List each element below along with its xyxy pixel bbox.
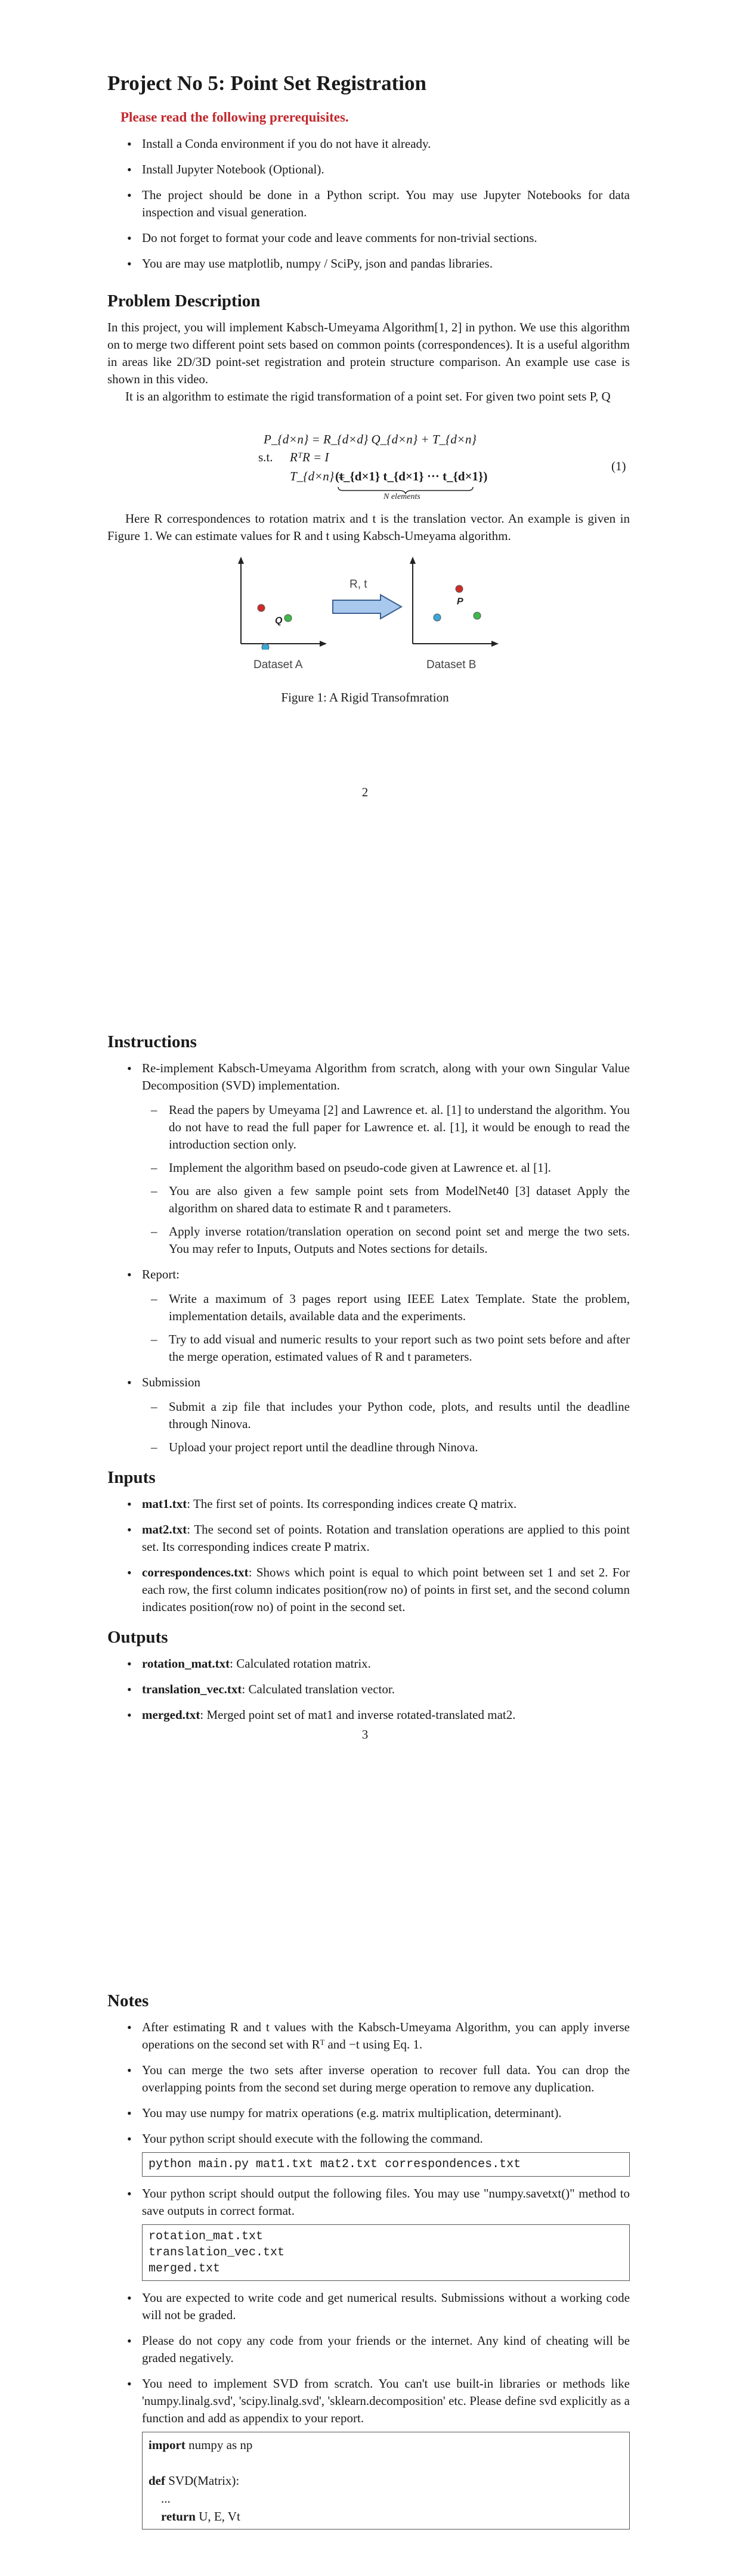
notes-heading: Notes	[107, 1991, 149, 2010]
list-item	[107, 1374, 630, 1456]
axis-a-x-arrow	[320, 641, 327, 647]
code-keyword: def	[149, 2473, 165, 2488]
instr-main-text: Re-implement Kabsch-Umeyama Algorithm from scratch, along with your own Singular Value Decomposition (SVD) implementation.	[142, 1061, 630, 1093]
problem-paragraph-3: Here R correspondences to rotation matrix and t is the translation vector. An example is given in Figure 1. We can estimate values for R and t using Kabsch-Umeyama algorithm.	[107, 511, 630, 543]
list-item	[107, 2375, 630, 2530]
axis-b-x-arrow	[491, 641, 499, 647]
input-desc: : The second set of points. Rotation and translation operations are applied to this point set. Its corresponding indices create P matrix.	[142, 1522, 630, 1554]
figure-graphic	[233, 554, 507, 650]
outputs-list	[107, 1655, 630, 1724]
note-text: Your python script should output the following files. You may use "numpy.savetxt()" method to save outputs in correct format.	[142, 2186, 630, 2218]
list-item: – You are also given a few sample point sets from ModelNet40 [3] dataset Apply the algorithm on shared data to estimate R and t parameters.	[142, 1183, 630, 1217]
equation-line-3-rhs: (t_{d×1} t_{d×1} ··· t_{d×1})	[335, 469, 488, 483]
report-sub-list	[142, 1290, 630, 1365]
page-number: 3	[361, 1727, 369, 1742]
page-3	[0, 1717, 730, 2576]
point-blue-b	[434, 614, 441, 621]
prereq-list	[107, 135, 630, 272]
output-desc: : Merged point set of mat1 and inverse rotated-translated mat2.	[200, 1708, 516, 1722]
list-item	[107, 1060, 630, 1258]
axis-a-y-arrow	[238, 557, 244, 564]
list-item	[107, 1564, 630, 1616]
problem-paragraph-2: It is an algorithm to estimate the rigid transformation of a point set. For given two point sets P, Q	[125, 389, 611, 404]
caption-dataset-b: Dataset B	[426, 659, 477, 671]
axis-b-y-arrow	[410, 557, 416, 564]
instructions-heading: Instructions	[107, 1032, 197, 1051]
list-item	[107, 2130, 630, 2177]
input-filename: mat1.txt	[142, 1497, 187, 1511]
code-text: ...	[149, 2491, 171, 2506]
note-text: You need to implement SVD from scratch. You can't use built-in libraries or methods like 'numpy.linalg.svd', 'scipy.linalg.svd', 'sklearn.decomposition' etc. Please define svd explicitly as a function and add as appendix to your report.	[142, 2376, 630, 2425]
list-item: – Try to add visual and numeric results to your report such as two point sets before and after the merge operation, estimated values of R and t parameters.	[142, 1331, 630, 1365]
list-item: • Install a Conda environment if you do not have it already.	[107, 135, 630, 153]
list-item: • After estimating R and t values with the Kabsch-Umeyama Algorithm, you can apply inverse operations on the second set with Rᵀ and −t using Eq. 1.	[107, 2019, 630, 2053]
instructions-list	[107, 1060, 630, 1456]
list-item	[107, 1655, 630, 1672]
equation-line-3-lhs: T_{d×n} =	[290, 469, 346, 483]
page-number: 2	[361, 785, 369, 799]
code-keyword: return	[161, 2509, 196, 2524]
equation-line-2: RᵀR = I	[290, 450, 329, 464]
input-filename: correspondences.txt	[142, 1565, 249, 1579]
equation-st: s.t.	[258, 450, 273, 464]
list-item: – Write a maximum of 3 pages report using IEEE Latex Template. State the problem, implementation details, available data and the experiments.	[142, 1290, 630, 1325]
figure-caption: Figure 1: A Rigid Transofmration	[281, 690, 449, 704]
svd-code-box	[142, 2432, 630, 2530]
list-item: • Please do not copy any code from your friends or the internet. Any kind of cheating will be graded negatively.	[107, 2332, 630, 2367]
point-blue-a	[262, 644, 269, 650]
point-red-a	[258, 604, 265, 612]
output-files-box: rotation_mat.txt translation_vec.txt merged.txt	[142, 2224, 630, 2281]
list-item: – Implement the algorithm based on pseudo-code given at Lawrence et. al [1].	[142, 1159, 630, 1177]
output-filename: translation_vec.txt	[142, 1682, 242, 1696]
point-green-b	[474, 612, 481, 619]
code-keyword: import	[149, 2438, 185, 2452]
list-item	[107, 2185, 630, 2281]
list-item: • Do not forget to format your code and leave comments for non-trivial sections.	[107, 229, 630, 247]
input-filename: mat2.txt	[142, 1522, 187, 1537]
transform-arrow	[333, 595, 401, 619]
command-box: python main.py mat1.txt mat2.txt correspondences.txt	[142, 2152, 630, 2177]
list-item: • The project should be done in a Python script. You may use Jupyter Notebooks for data inspection and visual generation.	[107, 187, 630, 221]
caption-dataset-a: Dataset A	[253, 659, 303, 671]
output-filename: merged.txt	[142, 1708, 200, 1722]
note-text: Your python script should execute with the following the command.	[142, 2131, 483, 2146]
list-item: – Upload your project report until the deadline through Ninova.	[142, 1439, 630, 1456]
list-item: • Install Jupyter Notebook (Optional).	[107, 161, 630, 178]
report-label: Report:	[142, 1267, 180, 1281]
problem-paragraph-1: In this project, you will implement Kabsch-Umeyama Algorithm[1, 2] in python. We use this algorithm on to merge two different point sets based on common points (correspondences). It is a useful algorithm in areas like 2D/3D point-set registration and protein structure comparison. An example use case is shown in this video.	[107, 320, 630, 386]
input-desc: : Shows which point is equal to which point between set 1 and set 2. For each row, the first column indicates position(row no) of points in first set, and the second column indicates position(row no) of point in the second set.	[142, 1565, 630, 1614]
point-green-a	[284, 614, 292, 622]
code-text: numpy as np	[185, 2438, 253, 2452]
outputs-heading: Outputs	[107, 1628, 168, 1647]
prereq-header: Please read the following prerequisites.	[120, 110, 349, 125]
notes-list	[107, 2019, 630, 2530]
list-item	[107, 1495, 630, 1513]
output-filename: rotation_mat.txt	[142, 1656, 230, 1671]
label-q: Q	[275, 616, 283, 626]
equation-line-1: P_{d×n} = R_{d×d} Q_{d×n} + T_{d×n}	[264, 432, 477, 446]
page-2	[0, 858, 730, 1742]
input-desc: : The first set of points. Its corresponding indices create Q matrix.	[187, 1497, 517, 1511]
list-item	[107, 1266, 630, 1365]
list-item	[107, 1521, 630, 1556]
output-desc: : Calculated translation vector.	[242, 1682, 395, 1696]
list-item: • You can merge the two sets after inverse operation to recover full data. You can drop the overlapping points from the second set during merge operation to remove any duplication.	[107, 2062, 630, 2096]
label-p: P	[457, 597, 463, 607]
list-item: • You may use numpy for matrix operations (e.g. matrix multiplication, determinant).	[107, 2105, 630, 2122]
page-title: Project No 5: Point Set Registration	[107, 72, 426, 95]
arrow-label: R, t	[349, 578, 367, 591]
inputs-list	[107, 1495, 630, 1616]
submission-label: Submission	[142, 1375, 201, 1389]
problem-heading: Problem Description	[107, 291, 261, 311]
code-text: SVD(Matrix):	[165, 2473, 240, 2488]
list-item: • You are may use matplotlib, numpy / SciPy, json and pandas libraries.	[107, 255, 630, 272]
list-item: – Submit a zip file that includes your Python code, plots, and results until the deadline through Ninova.	[142, 1398, 630, 1433]
underbrace-label: N elements	[383, 492, 420, 501]
code-text: U, E, Vt	[195, 2509, 240, 2524]
list-item	[107, 1681, 630, 1698]
list-item: – Read the papers by Umeyama [2] and Lawrence et. al. [1] to understand the algorithm. You do not have to read the full paper for Lawrence et. al. [1], it would be enough to read the introduction section only.	[142, 1101, 630, 1153]
list-item: – Apply inverse rotation/translation operation on second point set and merge the two sets. You may refer to Inputs, Outputs and Notes sections for details.	[142, 1223, 630, 1258]
list-item: • You are expected to write code and get numerical results. Submissions without a working code will not be graded.	[107, 2289, 630, 2324]
submission-sub-list	[142, 1398, 630, 1456]
point-red-b	[456, 585, 463, 592]
output-desc: : Calculated rotation matrix.	[230, 1656, 371, 1671]
inputs-heading: Inputs	[107, 1468, 156, 1487]
equation-number: (1)	[611, 459, 626, 473]
instr-sub-list	[142, 1101, 630, 1258]
page-1	[0, 0, 730, 858]
